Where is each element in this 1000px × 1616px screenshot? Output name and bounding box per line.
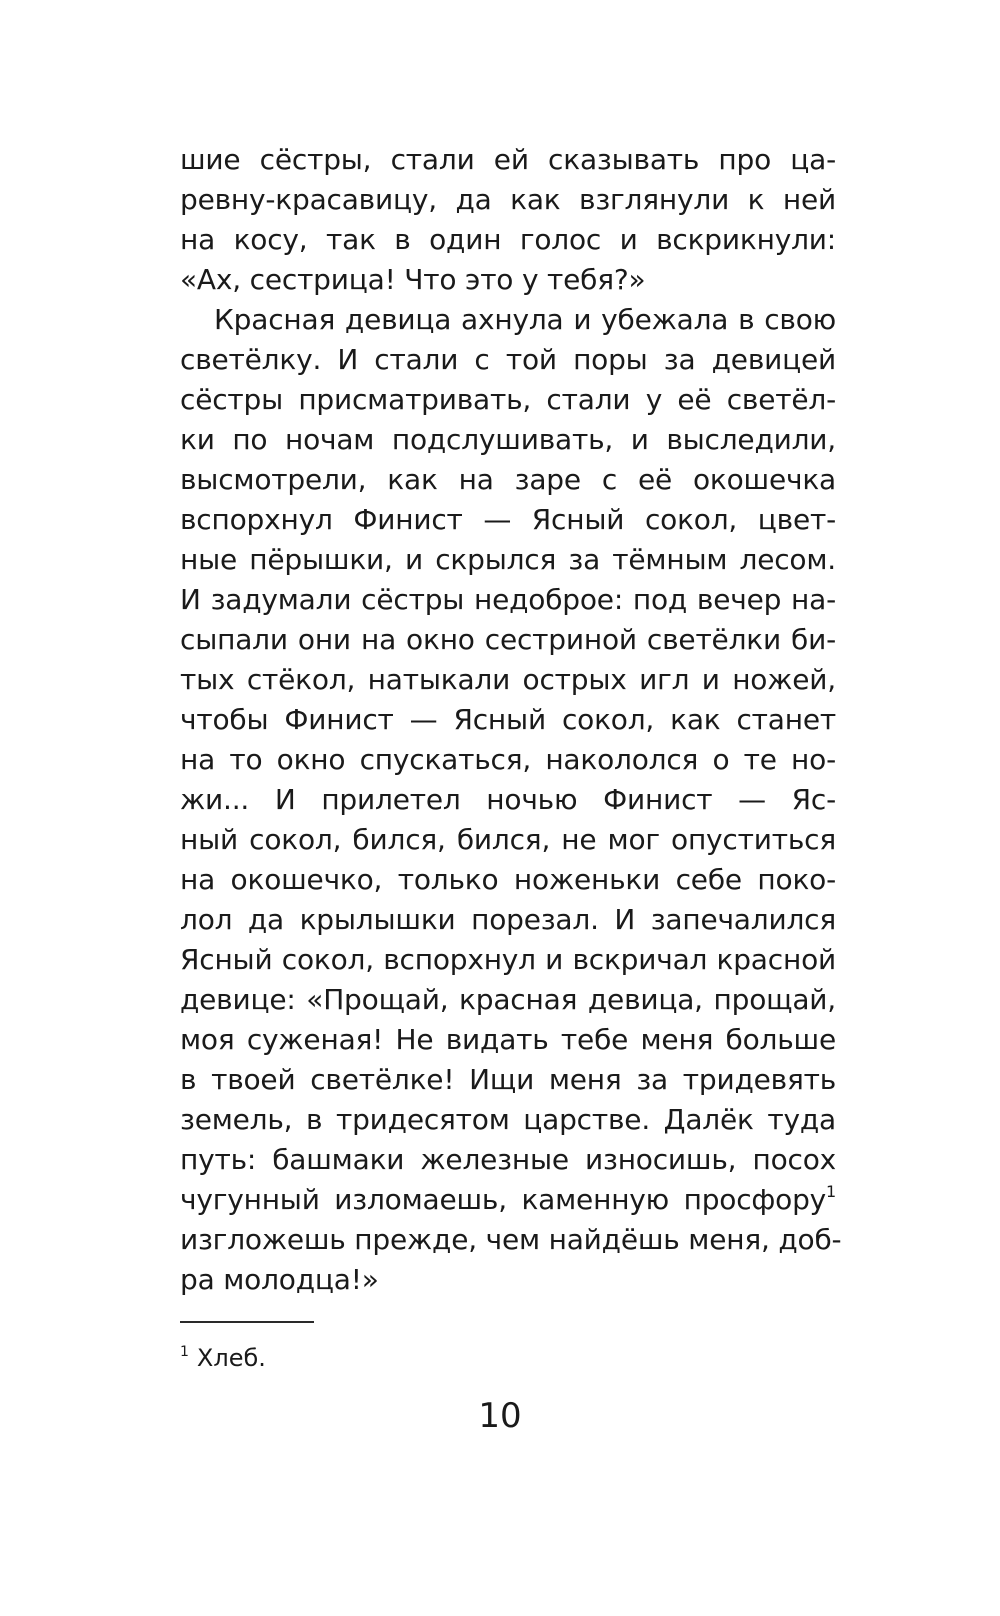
text-line: тых стёкол, натыкали острых игл и ножей, (180, 663, 836, 696)
text-line: вспорхнул Финист — Ясный сокол, цвет- (180, 503, 836, 536)
text-line: в твоей светёлке! Ищи меня за тридевять (180, 1063, 836, 1096)
page-number: 10 (478, 1396, 522, 1436)
text-line: на косу, так в один голос и вскрикнули: (180, 223, 836, 256)
text-line-with-footnote-ref (180, 1180, 836, 1220)
text-line: земель, в тридесятом царстве. Далёк туда (180, 1103, 836, 1136)
text-line: ки по ночам подслушивать, и выследили, (180, 423, 836, 456)
text-line: чтобы Финист — Ясный сокол, как станет (180, 703, 836, 736)
text-line: шие сёстры, стали ей сказывать про ца- (180, 143, 836, 176)
paragraph-first-line: Красная девица ахнула и убежала в свою (214, 303, 836, 336)
footnote-divider (180, 1321, 314, 1323)
text-line: сыпали они на окно сестриной светёлки би- (180, 623, 836, 656)
text-line: высмотрели, как на заре с её окошечка (180, 463, 836, 496)
text-line: сёстры присматривать, стали у её светёл- (180, 383, 836, 416)
footnote (180, 1340, 266, 1376)
text-line: жи... И прилетел ночью Финист — Яс- (180, 783, 836, 816)
text-line: на окошечко, только ноженьки себе поко- (180, 863, 836, 896)
text-line: И задумали сёстры недоброе: под вечер на- (180, 583, 836, 616)
body-text (180, 140, 842, 1300)
text-line-content: чугунный изломаешь, каменную просфору (180, 1183, 827, 1216)
text-line: девице: «Прощай, красная девица, прощай, (180, 983, 836, 1016)
text-line: ный сокол, бился, бился, не мог опуститься (180, 823, 836, 856)
text-line: изгложешь прежде, чем найдёшь меня, доб- (180, 1223, 842, 1256)
footnote-reference: 1 (826, 1182, 836, 1201)
text-line: ревну-красавицу, да как взглянули к ней (180, 183, 836, 216)
footnote-text: Хлеб. (196, 1344, 266, 1372)
text-line: «Ах, сестрица! Что это у тебя?» (180, 263, 646, 296)
text-line: лол да крылышки порезал. И запечалился (180, 903, 836, 936)
text-line: ные пёрышки, и скрылся за тёмным лесом. (180, 543, 836, 576)
text-line: на то окно спускаться, накололся о те но- (180, 743, 836, 776)
text-line: моя суженая! Не видать тебе меня больше (180, 1023, 836, 1056)
text-line: Ясный сокол, вспорхнул и вскричал красной (180, 943, 836, 976)
text-line: ра молодца!» (180, 1263, 379, 1296)
text-line: светёлку. И стали с той поры за девицей (180, 343, 836, 376)
footnote-mark: 1 (180, 1344, 189, 1360)
text-line: путь: башмаки железные износишь, посох (180, 1143, 836, 1176)
